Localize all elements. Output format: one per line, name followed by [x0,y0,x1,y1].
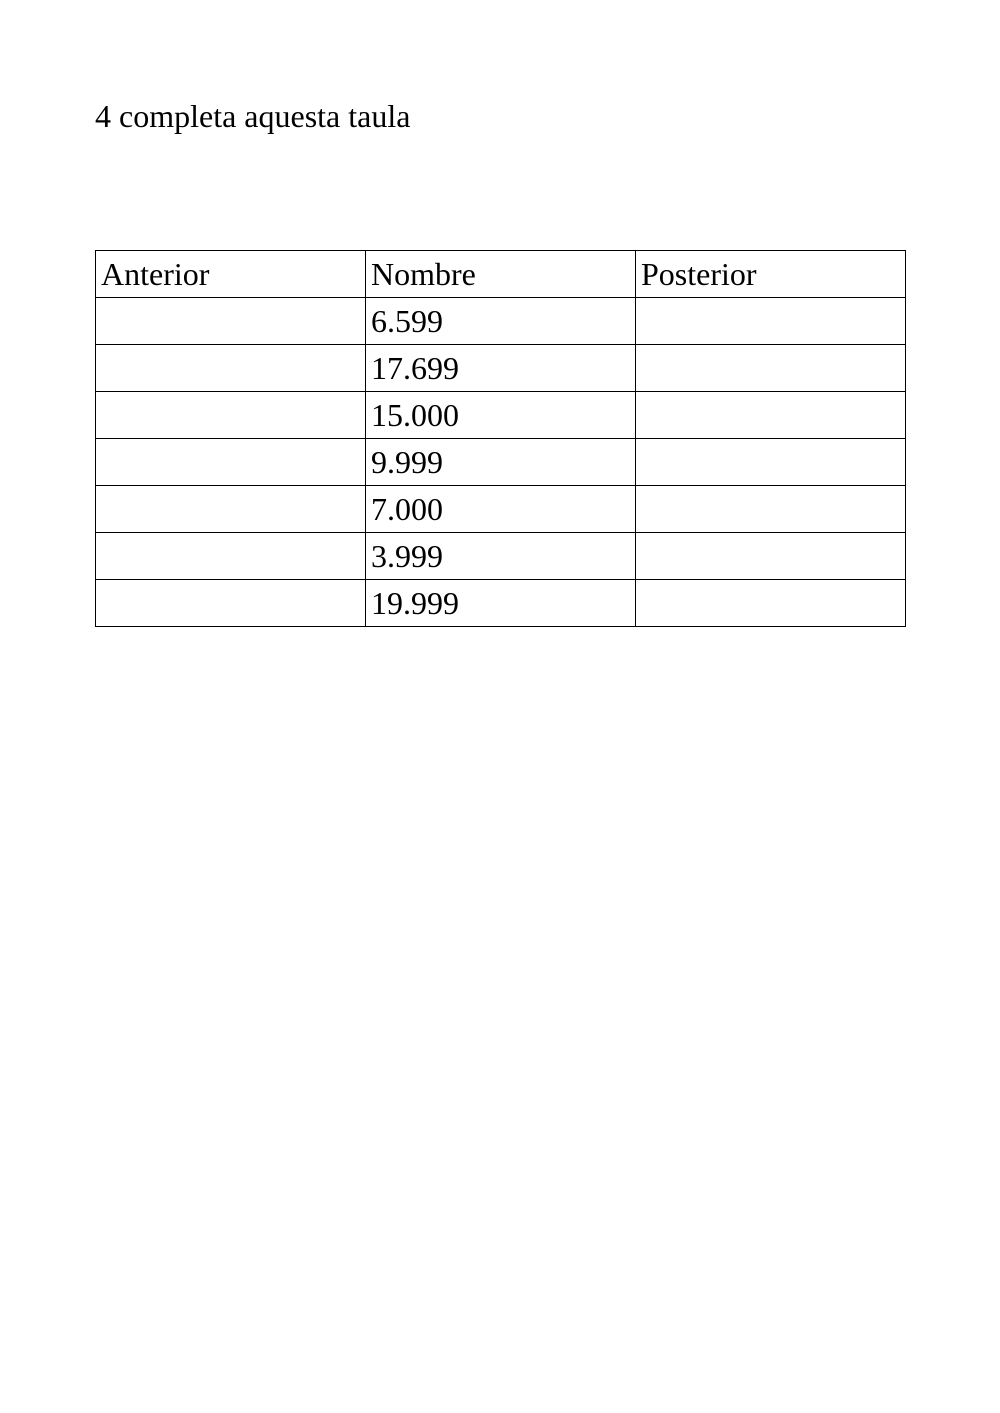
worksheet-table [95,250,906,627]
cell-anterior[interactable] [96,486,366,533]
cell-posterior[interactable] [636,486,906,533]
cell-anterior[interactable] [96,580,366,627]
cell-nombre: 3.999 [366,533,636,580]
cell-nombre: 17.699 [366,345,636,392]
table-row [96,298,906,345]
page-title: 4 completa aquesta taula [95,98,411,134]
cell-nombre: 9.999 [366,439,636,486]
cell-posterior[interactable] [636,580,906,627]
cell-posterior[interactable] [636,345,906,392]
cell-anterior[interactable] [96,392,366,439]
cell-nombre: 7.000 [366,486,636,533]
header-posterior: Posterior [636,251,906,298]
cell-posterior[interactable] [636,533,906,580]
cell-anterior[interactable] [96,298,366,345]
cell-anterior[interactable] [96,533,366,580]
cell-anterior[interactable] [96,345,366,392]
table-row [96,439,906,486]
cell-nombre: 6.599 [366,298,636,345]
cell-anterior[interactable] [96,439,366,486]
header-anterior: Anterior [96,251,366,298]
cell-posterior[interactable] [636,439,906,486]
cell-nombre: 15.000 [366,392,636,439]
table-row [96,392,906,439]
cell-posterior[interactable] [636,392,906,439]
header-row [96,251,906,298]
table-header [96,251,906,298]
cell-nombre: 19.999 [366,580,636,627]
table-row [96,486,906,533]
table-row [96,580,906,627]
cell-posterior[interactable] [636,298,906,345]
table-row [96,533,906,580]
header-nombre: Nombre [366,251,636,298]
table-body [96,298,906,627]
table-row [96,345,906,392]
